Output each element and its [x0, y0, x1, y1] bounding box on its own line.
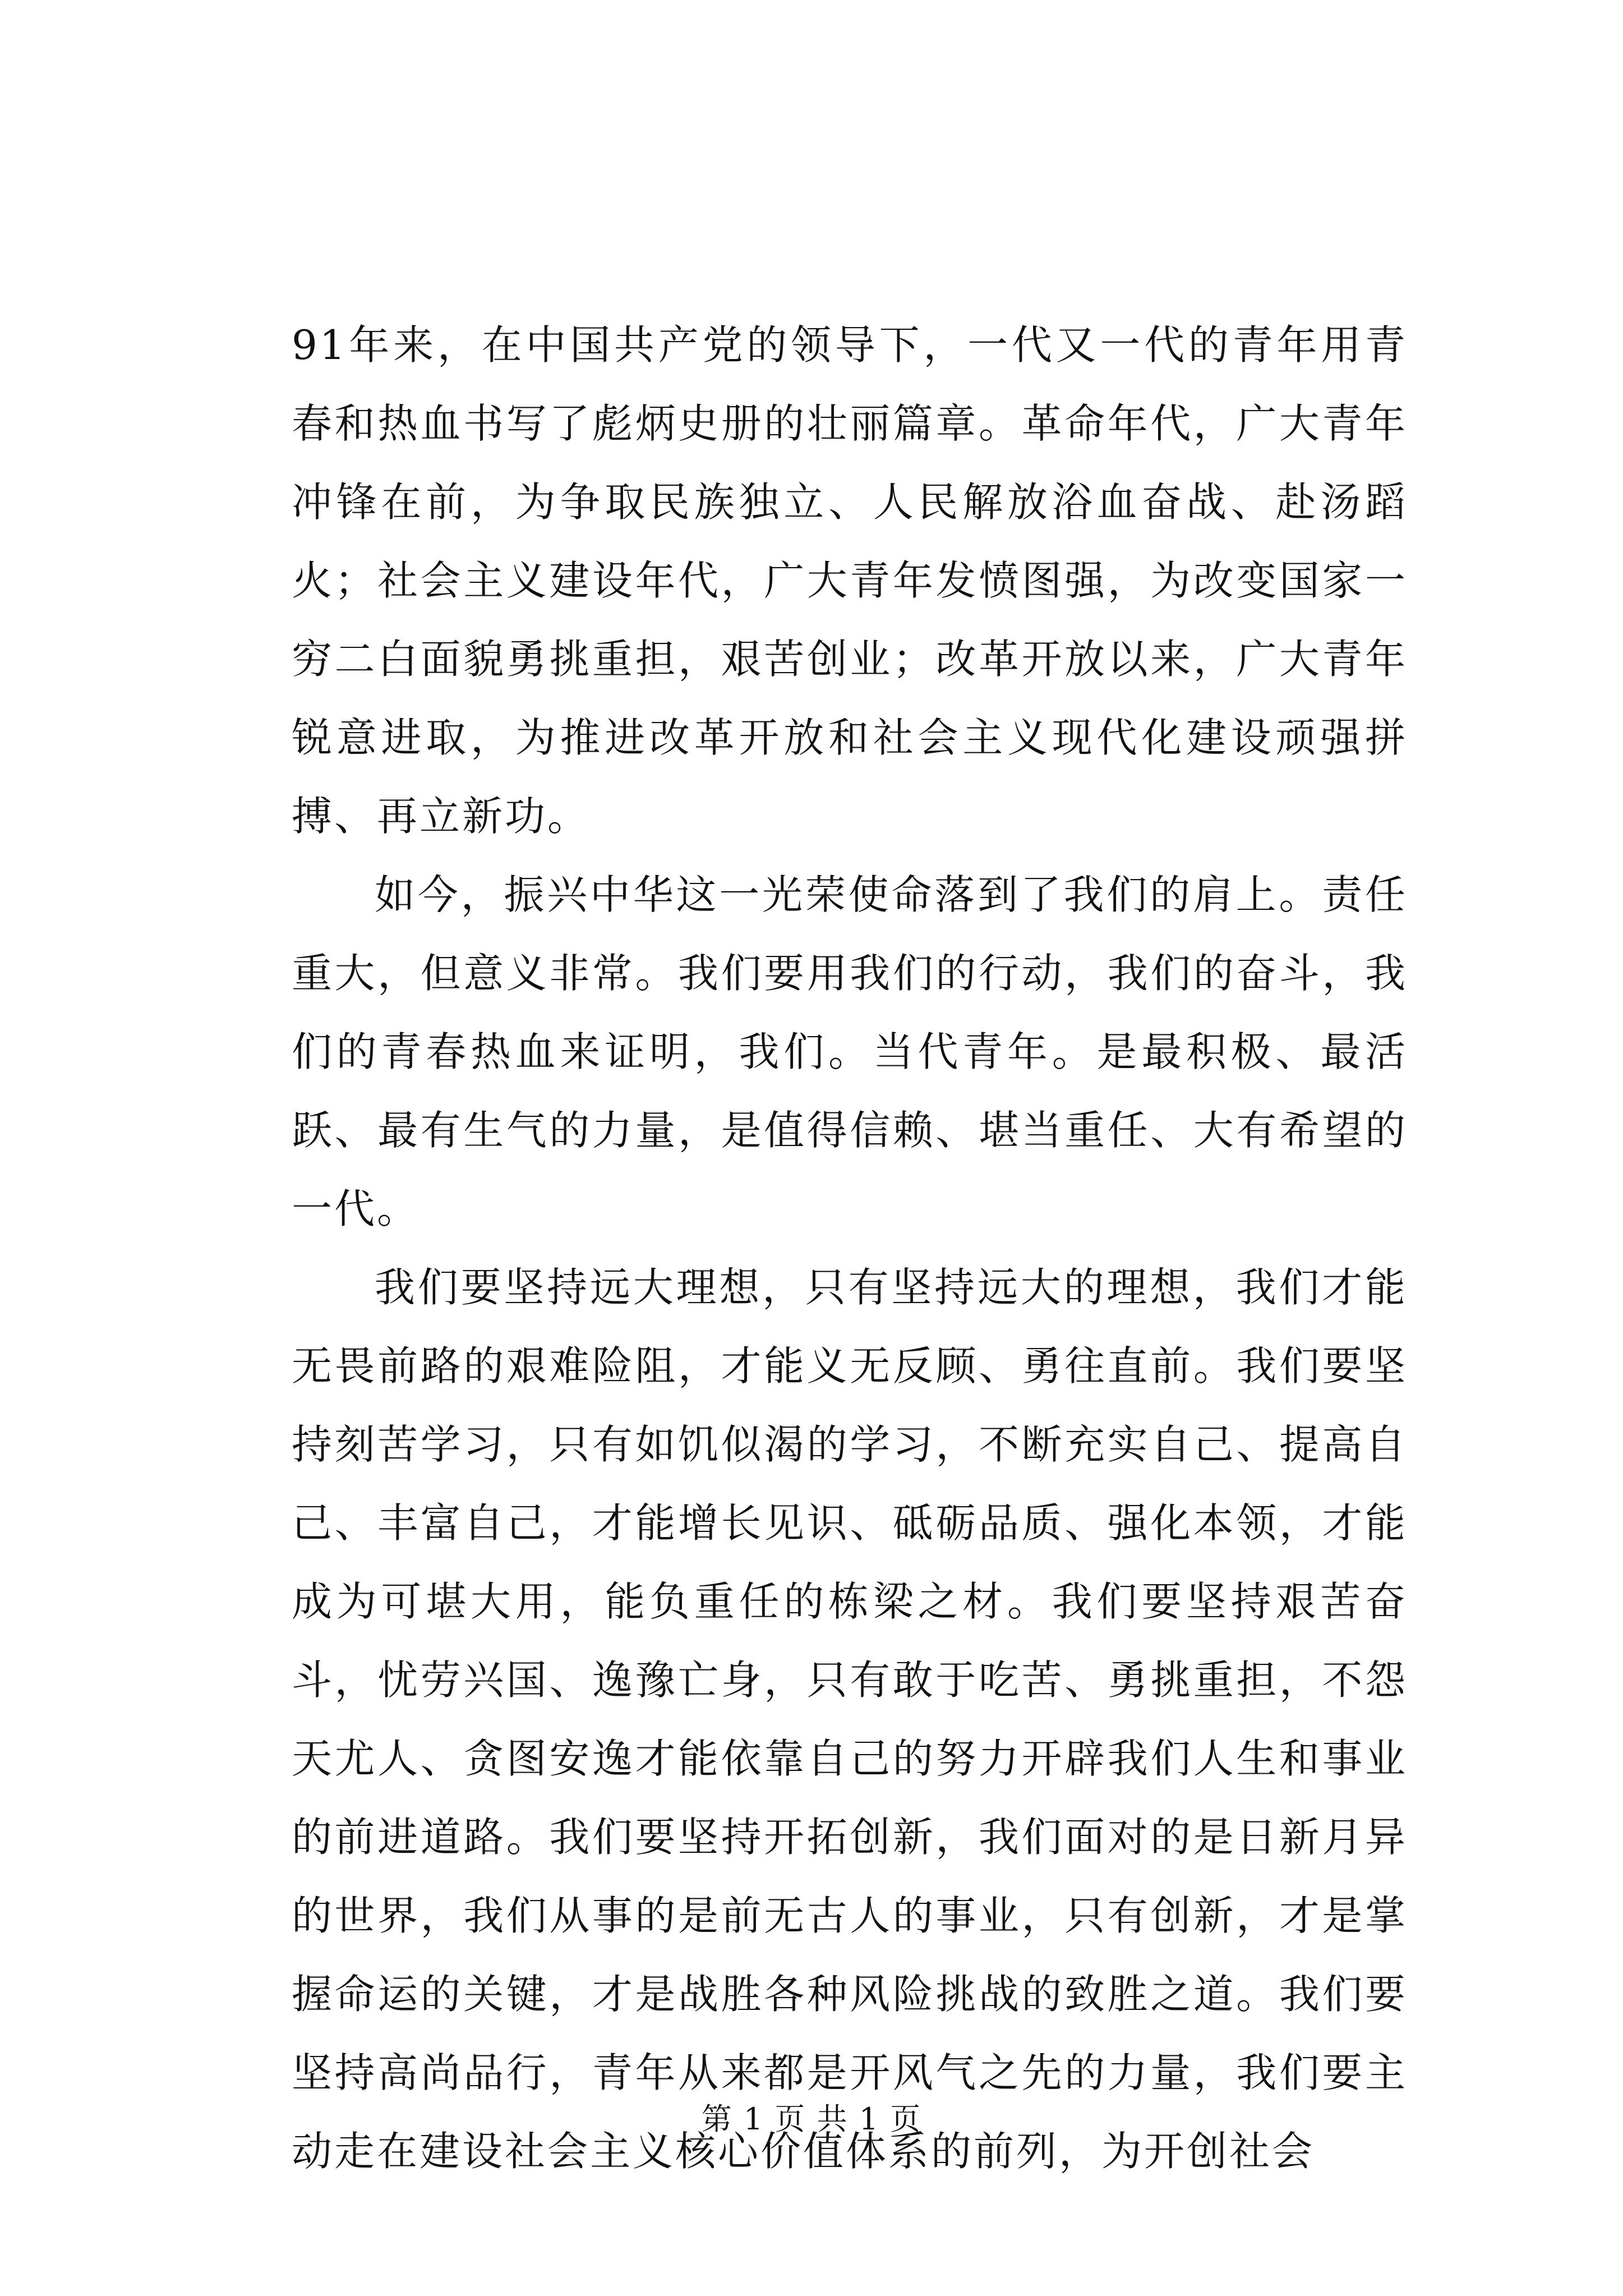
paragraph-3: 我们要坚持远大理想，只有坚持远大的理想，我们才能无畏前路的艰难险阻，才能义无反顾、勇往直前。我们要坚持刻苦学习，只有如饥似渴的学习，不断充实自己、提高自己、丰富自己，才能增长见识、砥砺品质、强化本领，才能成为可堪大用，能负重任的栋梁之材。我们要坚持艰苦奋斗，忧劳兴国、逸豫亡身，只有敢于吃苦、勇挑重担，不怨天尤人、贪图安逸才能依靠自己的努力开辟我们人生和事业的前进道路。我们要坚持开拓创新，我们面对的是日新月异的世界，我们从事的是前无古人的事业，只有创新，才是掌握命运的关键，才是战胜各种风险挑战的致胜之道。我们要坚持高尚品行，青年从来都是开风气之先的力量，我们要主动走在建设社会主义核心价值体系的前列，为开创社会 [292, 1264, 1408, 2175]
document-body [292, 306, 1408, 2191]
page-footer: 第 1 页 共 1 页 [701, 2101, 922, 2137]
paragraph-1: 91年来，在中国共产党的领导下，一代又一代的青年用青春和热血书写了彪炳史册的壮丽篇章。革命年代，广大青年冲锋在前，为争取民族独立、人民解放浴血奋战、赴汤蹈火；社会主义建设年代，广大青年发愤图强，为改变国家一穷二白面貌勇挑重担，艰苦创业；改革开放以来，广大青年锐意进取，为推进改革开放和社会主义现代化建设顽强拼搏、再立新功。 [292, 321, 1408, 840]
paragraph-2: 如今，振兴中华这一光荣使命落到了我们的肩上。责任重大，但意义非常。我们要用我们的行动，我们的奋斗，我们的青春热血来证明，我们。当代青年。是最积极、最活跃、最有生气的力量，是值得信赖、堪当重任、大有希望的一代。 [292, 871, 1408, 1232]
